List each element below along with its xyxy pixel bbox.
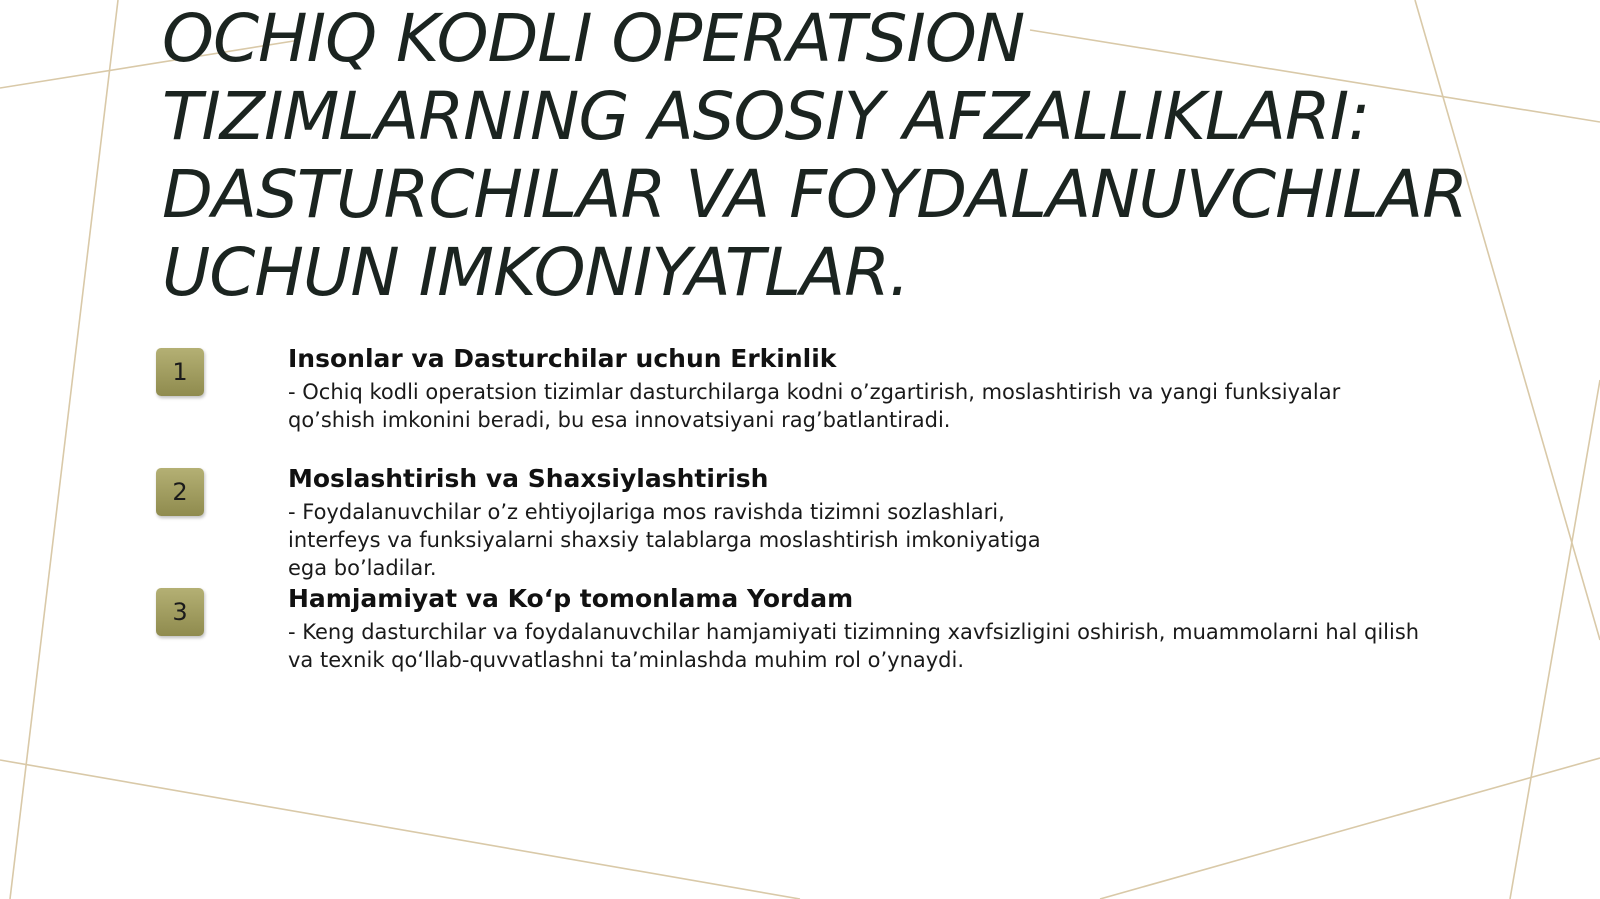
decor-line [0, 760, 800, 899]
number-badge: 2 [156, 468, 204, 516]
item-heading: Hamjamiyat va Ko‘p tomonlama Yordam [288, 584, 854, 613]
decor-line [1100, 758, 1600, 899]
decor-line [1510, 380, 1600, 899]
item-description: - Keng dasturchilar va foydalanuvchilar hamjamiyati tizimning xavfsizligini oshirish, muammolarni hal qilish va texnik qo‘llab-quvvatlashni ta’minlashda muhim rol o’ynaydi. [288, 620, 1420, 672]
item-description: - Ochiq kodli operatsion tizimlar dasturchilarga kodni o’zgartirish, moslashtirish va yangi funksiyalar qo’shish imkonini beradi, bu esa innovatsiyani rag’batlantiradi. [288, 380, 1341, 432]
number-badge: 3 [156, 588, 204, 636]
item-description: - Foydalanuvchilar o’z ehtiyojlariga mos ravishda tizimni sozlashlari, interfeys va funksiyalarni shaxsiy talablarga moslashtirish imkoniyatiga ega bo’ladilar. [288, 500, 1041, 580]
number-badge: 1 [156, 348, 204, 396]
item-heading: Moslashtirish va Shaxsiylashtirish [288, 464, 769, 493]
page-title: OCHIQ KODLI OPERATSION TIZIMLARNING ASOSIY AFZALLIKLARI: DASTURCHILAR VA FOYDALANUVCHILAR UCHUN IMKONIYATLAR. [162, 0, 1467, 311]
item-heading: Insonlar va Dasturchilar uchun Erkinlik [288, 344, 837, 373]
